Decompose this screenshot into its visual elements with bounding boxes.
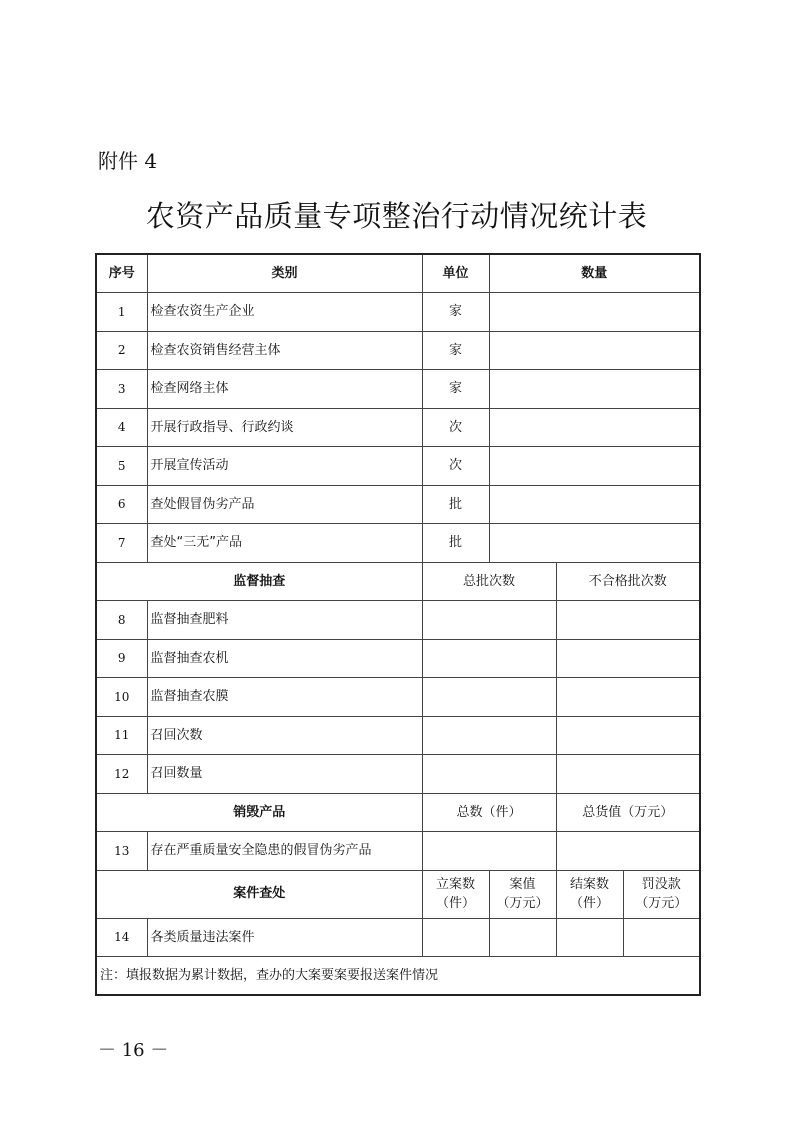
value-cell[interactable] [489, 918, 556, 957]
value-cell[interactable] [556, 601, 700, 640]
row-category: 检查农资销售经营主体 [147, 331, 422, 370]
col-label: 结案数 [569, 876, 609, 892]
row-no: 4 [96, 408, 147, 447]
row-unit: 次 [422, 408, 489, 447]
col-unit: （件） [569, 896, 609, 911]
header-quantity: 数量 [489, 254, 700, 293]
destroy-col1: 总数（件） [422, 793, 556, 832]
table-row [96, 293, 700, 332]
row-category: 存在严重质量安全隐患的假冒伪劣产品 [147, 832, 422, 871]
table-row [96, 370, 700, 409]
value-cell[interactable] [556, 918, 623, 957]
row-category: 各类质量违法案件 [147, 918, 422, 957]
row-no: 10 [96, 678, 147, 717]
table-row [96, 832, 700, 871]
destroy-col2: 总货值（万元） [556, 793, 700, 832]
row-no: 9 [96, 639, 147, 678]
col-unit: （件） [435, 896, 475, 911]
value-cell[interactable] [556, 639, 700, 678]
row-category: 监督抽查肥料 [147, 601, 422, 640]
row-no: 2 [96, 331, 147, 370]
value-cell[interactable] [422, 832, 556, 871]
note-row [96, 957, 700, 996]
table-row [96, 524, 700, 563]
row-unit: 家 [422, 370, 489, 409]
value-cell[interactable] [422, 601, 556, 640]
row-no: 6 [96, 485, 147, 524]
value-cell[interactable] [556, 755, 700, 794]
col-unit: （万元） [635, 896, 688, 911]
table-row [96, 485, 700, 524]
quantity-cell[interactable] [489, 408, 700, 447]
value-cell[interactable] [422, 918, 489, 957]
value-cell[interactable] [422, 678, 556, 717]
value-cell[interactable] [556, 716, 700, 755]
cases-col-header [556, 870, 623, 918]
destroy-header-row [96, 793, 700, 832]
value-cell[interactable] [556, 678, 700, 717]
note: 注：填报数据为累计数据，查办的大案要案要报送案件情况 [96, 957, 700, 996]
row-unit: 批 [422, 485, 489, 524]
row-category: 召回数量 [147, 755, 422, 794]
row-category: 开展宣传活动 [147, 447, 422, 486]
quantity-cell[interactable] [489, 524, 700, 563]
supervision-title: 监督抽查 [96, 562, 422, 601]
row-category: 开展行政指导、行政约谈 [147, 408, 422, 447]
page-title: 农资产品质量专项整治行动情况统计表 [145, 199, 648, 233]
destroy-title: 销毁产品 [96, 793, 422, 832]
attachment-label: 附件 4 [98, 149, 158, 173]
table-row [96, 918, 700, 957]
table-row [96, 639, 700, 678]
row-no: 7 [96, 524, 147, 563]
row-no: 14 [96, 918, 147, 957]
cases-col-header [623, 870, 700, 918]
col-label: 立案数 [435, 876, 475, 892]
quantity-cell[interactable] [489, 485, 700, 524]
row-no: 12 [96, 755, 147, 794]
row-unit: 家 [422, 331, 489, 370]
page-number: － 16 － [98, 1040, 169, 1061]
value-cell[interactable] [556, 832, 700, 871]
row-no: 1 [96, 293, 147, 332]
value-cell[interactable] [623, 918, 700, 957]
row-no: 3 [96, 370, 147, 409]
col-label: 罚没款 [641, 876, 681, 892]
statistics-table [95, 253, 701, 996]
row-no: 5 [96, 447, 147, 486]
quantity-cell[interactable] [489, 331, 700, 370]
row-category: 检查农资生产企业 [147, 293, 422, 332]
col-label: 案值 [509, 876, 536, 892]
supervision-col1: 总批次数 [422, 562, 556, 601]
row-category: 监督抽查农膜 [147, 678, 422, 717]
row-unit: 家 [422, 293, 489, 332]
header-unit: 单位 [422, 254, 489, 293]
table-row [96, 331, 700, 370]
row-category: 监督抽查农机 [147, 639, 422, 678]
cases-col-header [422, 870, 489, 918]
value-cell[interactable] [422, 755, 556, 794]
supervision-col2: 不合格批次数 [556, 562, 700, 601]
row-category: 召回次数 [147, 716, 422, 755]
value-cell[interactable] [422, 716, 556, 755]
table-row [96, 408, 700, 447]
cases-title: 案件查处 [96, 870, 422, 918]
row-no: 8 [96, 601, 147, 640]
header-row [96, 254, 700, 293]
row-no: 11 [96, 716, 147, 755]
row-unit: 次 [422, 447, 489, 486]
value-cell[interactable] [422, 639, 556, 678]
row-unit: 批 [422, 524, 489, 563]
table-row [96, 755, 700, 794]
row-no: 13 [96, 832, 147, 871]
quantity-cell[interactable] [489, 447, 700, 486]
quantity-cell[interactable] [489, 293, 700, 332]
table-row [96, 447, 700, 486]
header-no: 序号 [96, 254, 147, 293]
cases-col-header [489, 870, 556, 918]
row-category: 查处“三无”产品 [147, 524, 422, 563]
table-row [96, 716, 700, 755]
table-row [96, 601, 700, 640]
supervision-header-row [96, 562, 700, 601]
cases-header-row [96, 870, 700, 918]
col-unit: （万元） [496, 896, 549, 911]
quantity-cell[interactable] [489, 370, 700, 409]
row-category: 查处假冒伪劣产品 [147, 485, 422, 524]
header-category: 类别 [147, 254, 422, 293]
row-category: 检查网络主体 [147, 370, 422, 409]
table-row [96, 678, 700, 717]
